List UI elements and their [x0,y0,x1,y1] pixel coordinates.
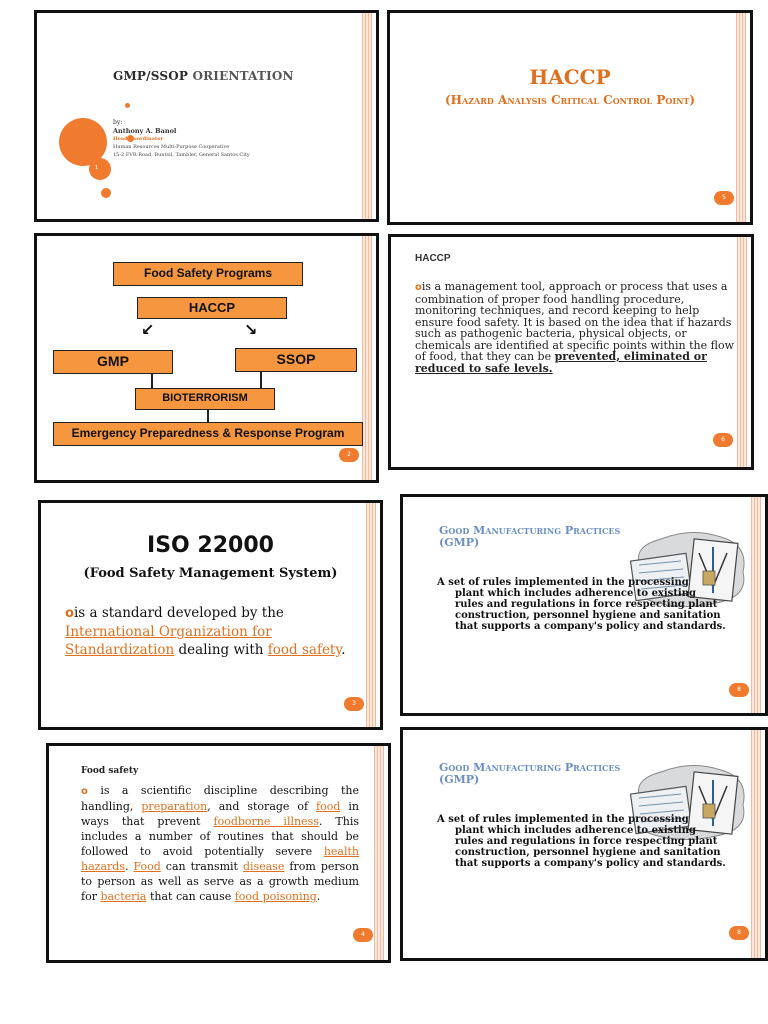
body-line: construction, personnel hygiene and sanitation [455,847,721,858]
slide-heading: Food safety [81,766,139,776]
body-line: plant which includes adherence to existing [455,825,696,836]
slide-subtitle: (Food Safety Management System) [83,566,338,581]
body-line: that supports a company's policy and standards. [455,621,726,632]
slide-number: 1 [95,165,99,171]
bullet-icon: o [415,282,422,293]
author-address: 15-2 FVR Road, Buntsil, Tambler, General Santos City [113,152,250,158]
slide-body [437,814,747,869]
link-food[interactable]: food [316,800,341,813]
slide-number-badge: 3 [344,697,364,711]
arrow-down-right-icon: ↘ [244,320,258,339]
body-line: plant which includes adherence to existing [455,588,696,599]
slide-body [437,577,747,632]
slide-3 [38,500,383,730]
link-iso[interactable]: International Organization for Standardization [65,624,272,658]
author-org: Human Resources Multi-Purpose Cooperative [113,144,230,150]
bullet-icon: o [65,606,74,621]
slide-title: Good Manufacturing Practices (GMP) [439,761,621,786]
link-preparation[interactable]: preparation [141,800,208,813]
slide-number-badge: 8 [729,926,749,940]
slide-number-badge: 8 [729,683,749,697]
by-label: by: [113,119,123,126]
slide-4 [46,743,391,963]
slide-stripe [736,13,746,222]
body-text: is a standard developed by the [73,605,284,621]
box-haccp: HACCP [137,297,287,319]
slide-number-badge: 6 [713,433,733,447]
slide-stripe [737,237,747,467]
body-line: construction, personnel hygiene and sanitation [455,610,721,621]
slide-body [415,281,735,374]
box-ssop: SSOP [235,348,357,372]
slide-stripe [751,497,761,713]
slide-6 [388,234,754,470]
box-food-safety-programs: Food Safety Programs [113,262,303,286]
body-text: . [341,642,346,658]
slide-stripe [362,236,372,480]
slide-number-badge: 2 [339,448,359,462]
decor-dot [101,188,111,198]
slide-1 [34,10,379,222]
slide-number-badge [89,158,111,180]
slide-heading: HACCP [415,253,451,264]
box-bioterrorism: BIOTERRORISM [135,388,275,410]
box-gmp: GMP [53,350,173,374]
link-food-safety[interactable]: food safety [267,642,342,658]
slide-stripe [362,13,372,219]
slide-title: HACCP [529,65,611,89]
box-emergency-preparedness: Emergency Preparedness & Response Program [53,422,363,446]
slide-gmp-b [400,727,768,961]
slide-subtitle: (Hazard Analysis Critical Control Point) [444,93,696,107]
link-foodborne-illness[interactable]: foodborne illness [213,815,319,828]
arrow-down-left-icon: ↙ [141,320,155,339]
slide-stripe [751,730,761,958]
slide-body: o is a scientific discipline describing the handling, preparation, and storage of food in ways that prevent foodborne illness. This includes a number of routines that should be followed to avoid potentially severe health hazards. Food can transmit disease from person to person as well as serve as a growth medium for bacteria that can cause food poisoning. [81,784,360,903]
slide-title: ISO 22000 [147,533,274,558]
body-line: rules and regulations in force respecting plant [455,836,718,847]
link-health-hazards[interactable]: health hazards [81,845,359,873]
body-line: that supports a company's policy and standards. [455,858,726,869]
slide-body [65,604,365,659]
bullet-icon: o [81,786,88,797]
author-name: Anthony A. Banol [113,127,177,135]
body-text: dealing with [174,642,268,658]
slide-2 [34,233,379,483]
author-block [113,119,250,159]
link-disease[interactable]: disease [242,860,285,873]
slide-stripe [374,746,384,960]
body-line: A set of rules implemented in the processing [437,577,689,588]
slide-gmp-a [400,494,768,716]
slide-title: GMP/SSOP ORIENTATION [113,69,294,83]
link-food[interactable]: Food [133,860,161,873]
decor-dot [125,103,130,108]
body-emphasis: prevented, eliminated or reduced to safe levels. [415,350,707,375]
author-role: Head Coordinator [113,136,164,142]
link-food-poisoning[interactable]: food poisoning [234,890,317,903]
slide-title: Good Manufacturing Practices (GMP) [439,524,621,549]
body-text: is a management tool, approach or process that uses a combination of proper food handling procedure, monitoring techniques, and record keeping to help ensure food safety. It is based on the idea that if hazards such as pathogenic bacteria, physical objects, or chemicals are identified at specific points within the flow of food, that they can be [415,280,734,363]
body-line: A set of rules implemented in the processing [437,814,689,825]
slide-number-badge: 4 [353,928,373,942]
slide-number-badge: 5 [714,191,734,205]
slide-5 [387,10,753,225]
body-line: rules and regulations in force respecting plant [455,599,718,610]
link-bacteria[interactable]: bacteria [100,890,147,903]
